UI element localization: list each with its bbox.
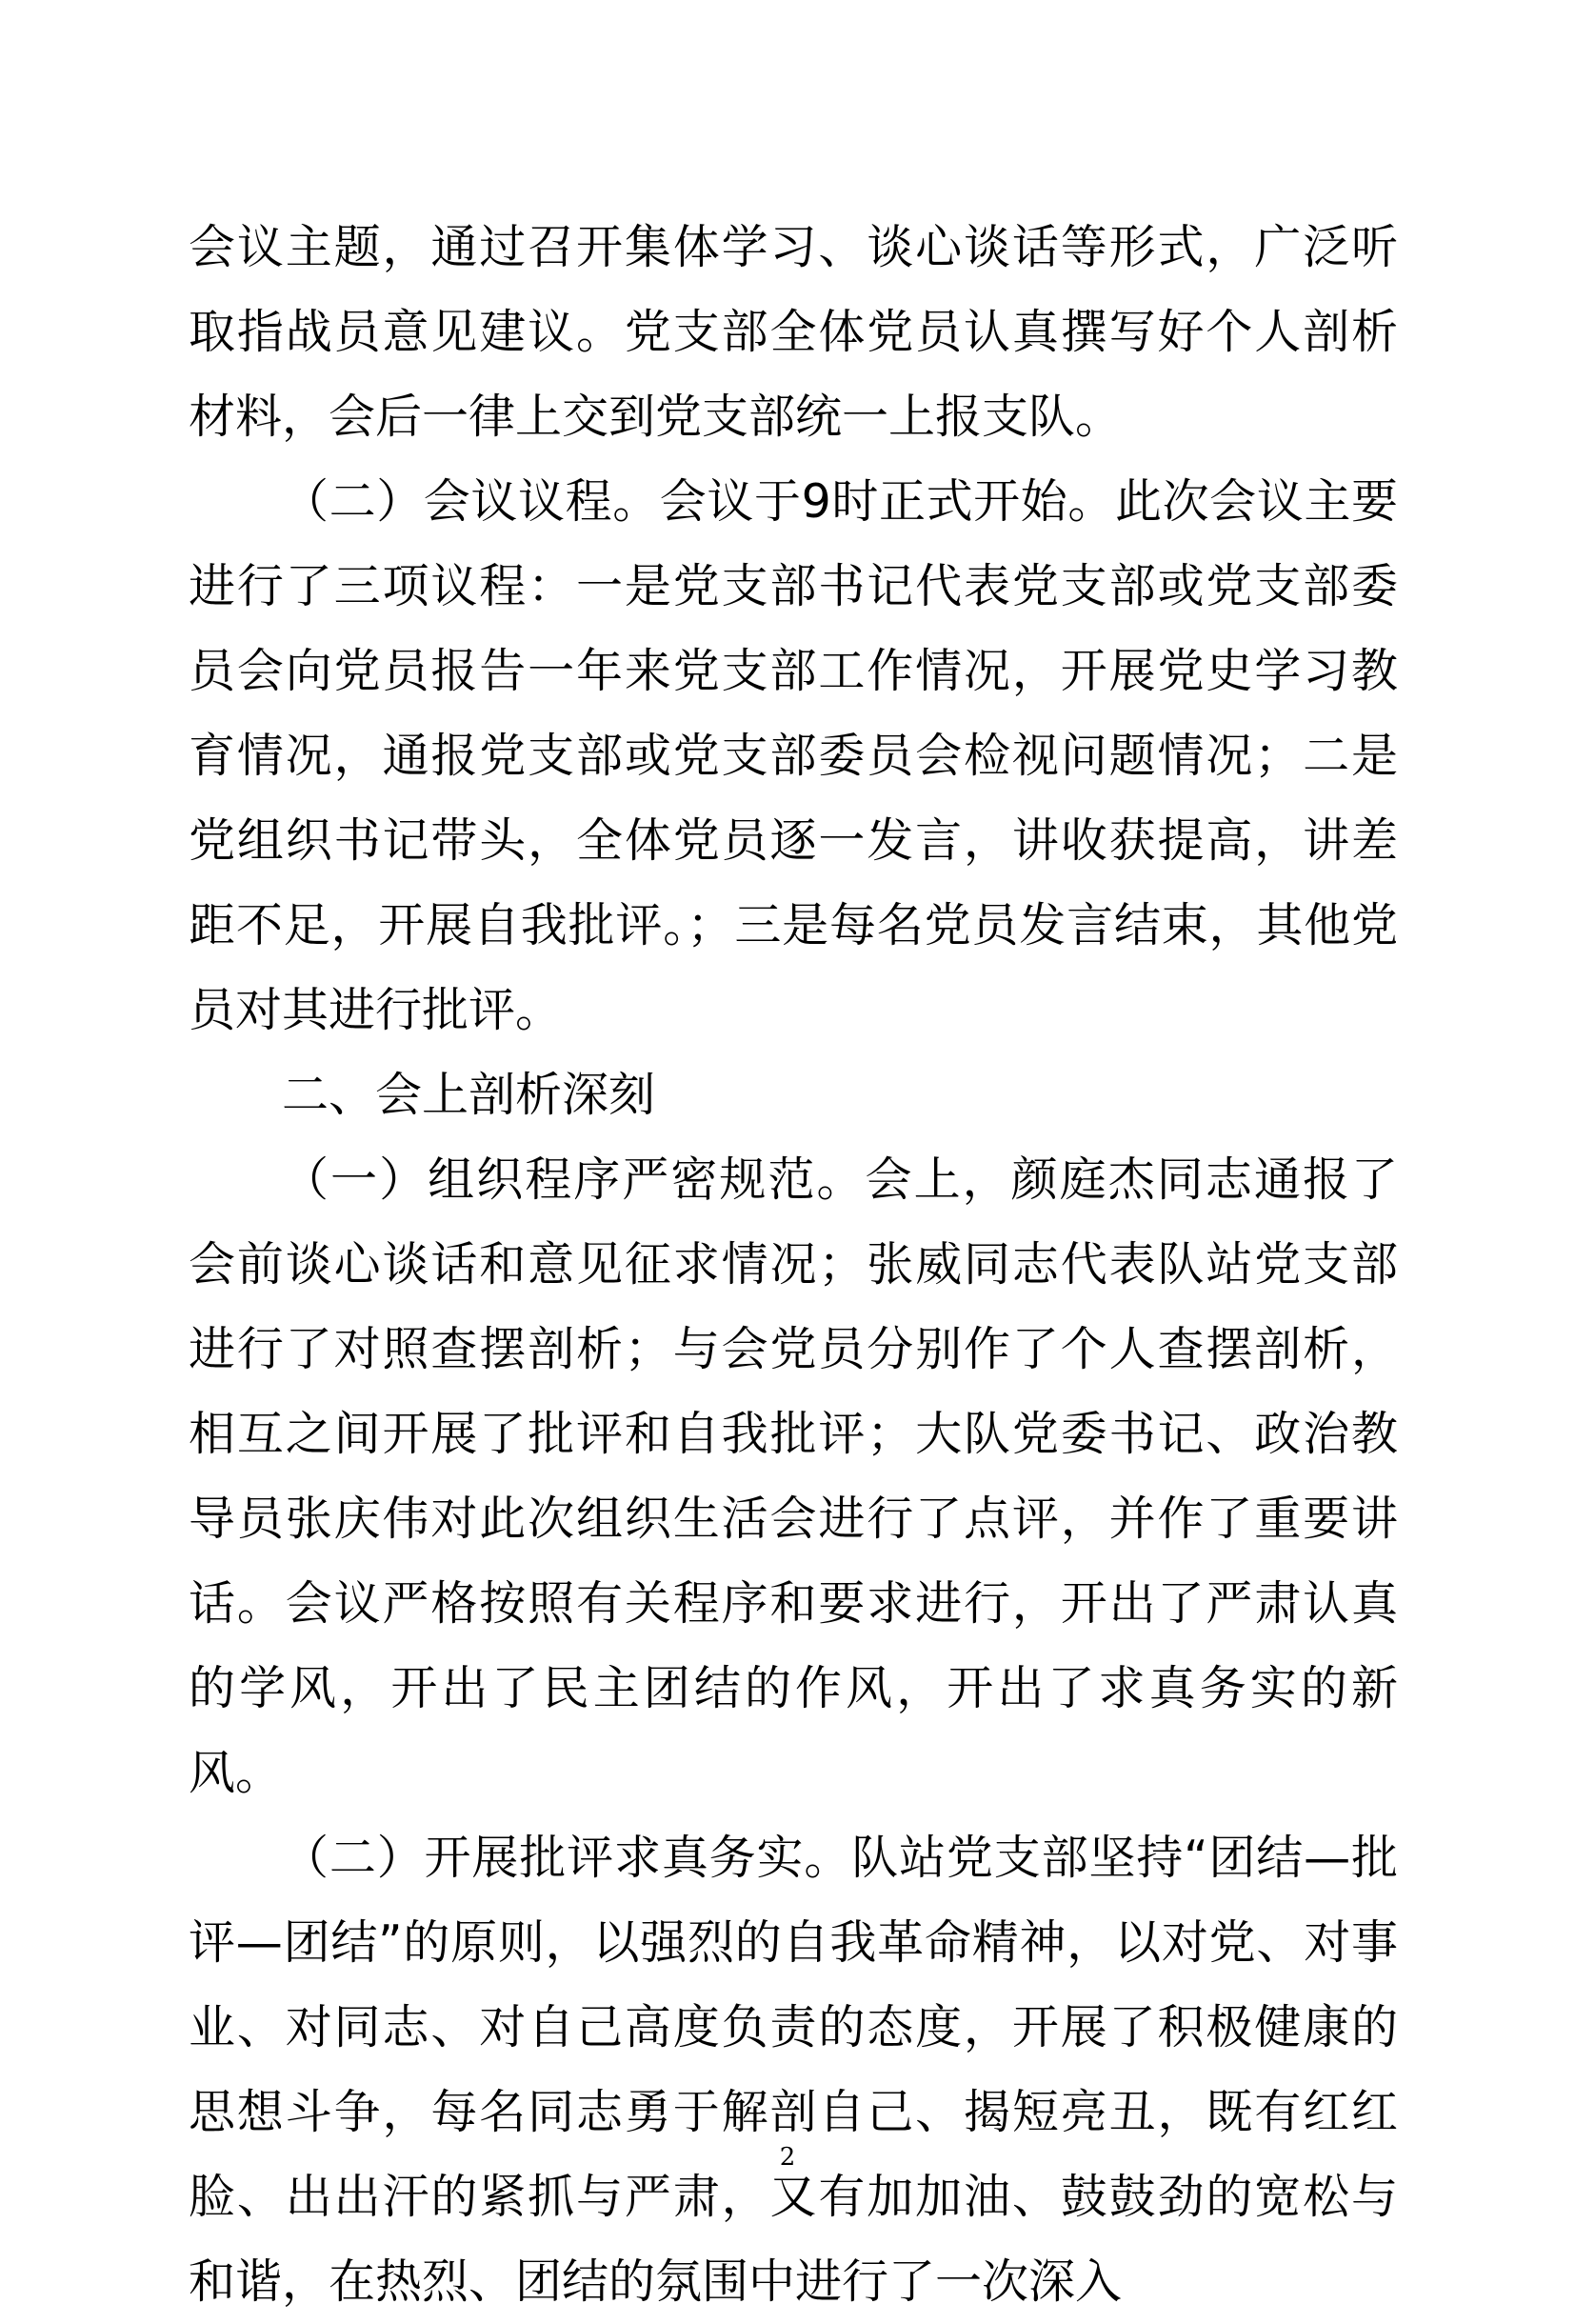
paragraph-meeting-agenda: （二）会议议程。会议于9时正式开始。此次会议主要进行了三项议程：一是党支部书记代表党支部或党支部委员会向党员报告一年来党支部工作情况，开展党史学习教育情况，通报党支部或党支部委员会检视问题情况；二是党组织书记带头，全体党员逐一发言，讲收获提高，讲差距不足，开展自我批评。；三是每名党员发言结束，其他党员对其进行批评。 bbox=[189, 474, 1398, 1037]
paragraph-meeting-theme: 会议主题，通过召开集体学习、谈心谈话等形式，广泛听取指战员意见建议。党支部全体党员认真撰写好个人剖析材料，会后一律上交到党支部统一上报支队。 bbox=[189, 220, 1398, 444]
section-heading: 二、会上剖析深刻 bbox=[282, 1068, 656, 1122]
paragraph-organization-procedure: （一）组织程序严密规范。会上，颜庭杰同志通报了会前谈心谈话和意见征求情况；张威同志代表队站党支部进行了对照查摆剖析；与会党员分别作了个人查摆剖析，相互之间开展了批评和自我批评；大队党委书记、政治教导员张庆伟对此次组织生活会进行了点评，并作了重要讲话。会议严格按照有关程序和要求进行，开出了严肃认真的学风，开出了民主团结的作风，开出了求真务实的新风。 bbox=[189, 1152, 1398, 1800]
page-number: 2 bbox=[779, 2143, 796, 2172]
paragraph-criticism: （二）开展批评求真务实。队站党支部坚持“团结—批评—团结”的原则，以强烈的自我革命精神，以对党、对事业、对同志、对自己高度负责的态度，开展了积极健康的思想斗争，每名同志勇于解剖自己、揭短亮丑，既有红红脸、出出汗的紧抓与严肃，又有加加油、鼓鼓劲的宽松与和谐，在热烈、团结的氛围中进行了一次深入 bbox=[189, 1831, 1398, 2309]
body-text bbox=[189, 205, 1398, 2324]
